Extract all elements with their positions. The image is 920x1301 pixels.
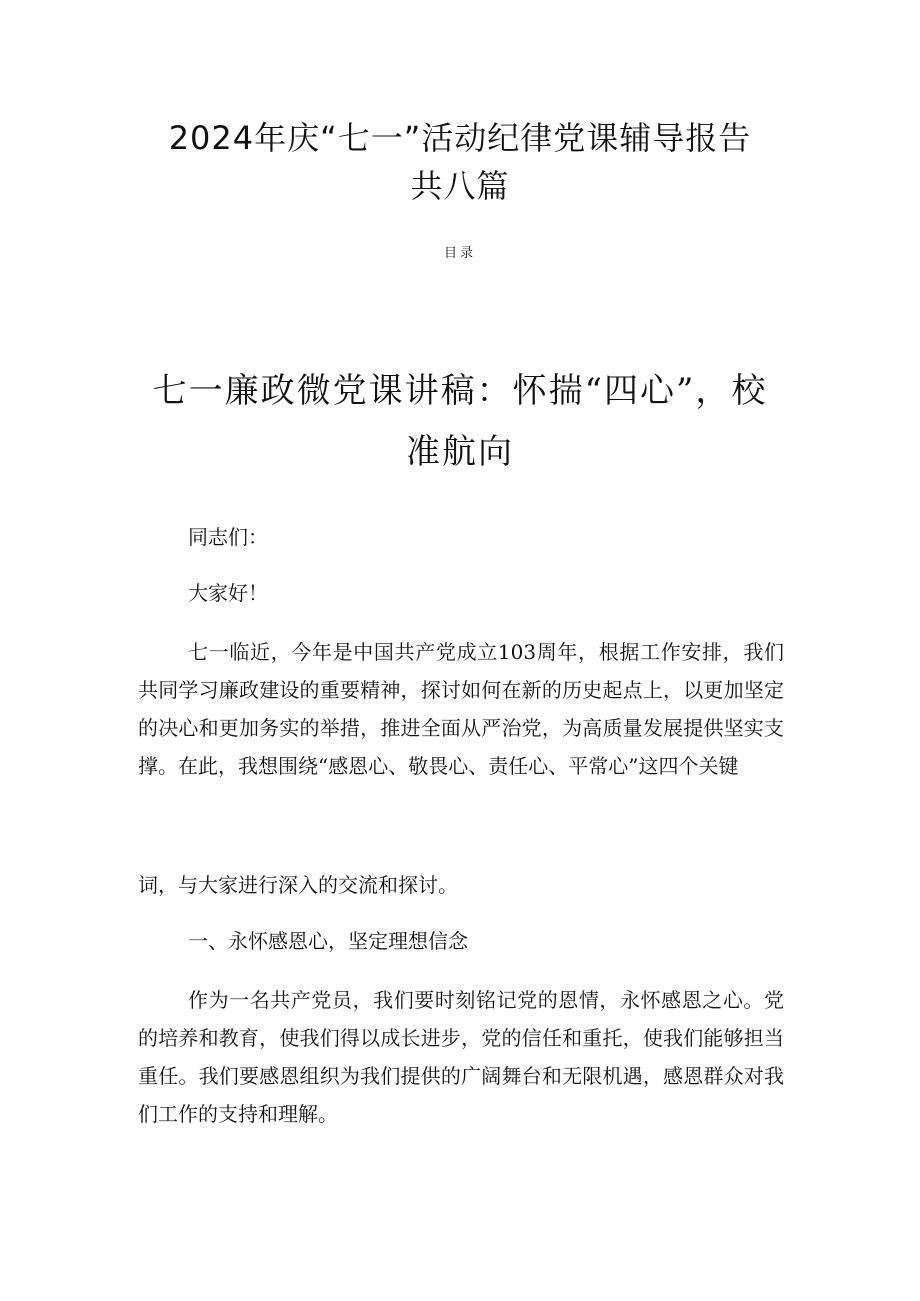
greeting-comrades: 同志们： [188,525,268,549]
intro-paragraph-continuation: 词，与大家进行深入的交流和探讨。 [138,873,458,897]
article-title-line-2: 准航向 [406,432,514,472]
document-title-line-1: 2024年庆“七一”活动纪律党课辅导报告 [168,119,752,157]
article-title-line-1: 七一廉政微党课讲稿：怀揣“四心”，校 [152,371,768,411]
section-heading-gratitude: 一、永怀感恩心，坚定理想信念 [188,929,468,953]
toc-label: 目录 [443,246,476,261]
gratitude-paragraph: 作为一名共产党员，我们要时刻铭记党的恩情，永怀感恩之心。党的培养和教育，使我们得以成长进步，党的信任和重托，使我们能够担当重任。我们要感恩组织为我们提供的广阔舞台和无限机遇，感恩群众对我们工作的支持和理解。 [138,988,784,1126]
intro-paragraph: 七一临近，今年是中国共产党成立103周年，根据工作安排，我们共同学习廉政建设的重要精神，探讨如何在新的历史起点上，以更加坚定的决心和更加务实的举措，推进全面从严治党，为高质量发展提供坚实支撑。在此，我想围绕“感恩心、敬畏心、责任心、平常心”这四个关键 [138,640,784,778]
greeting-hello: 大家好！ [188,581,268,605]
document-title-line-2: 共八篇 [410,167,510,205]
